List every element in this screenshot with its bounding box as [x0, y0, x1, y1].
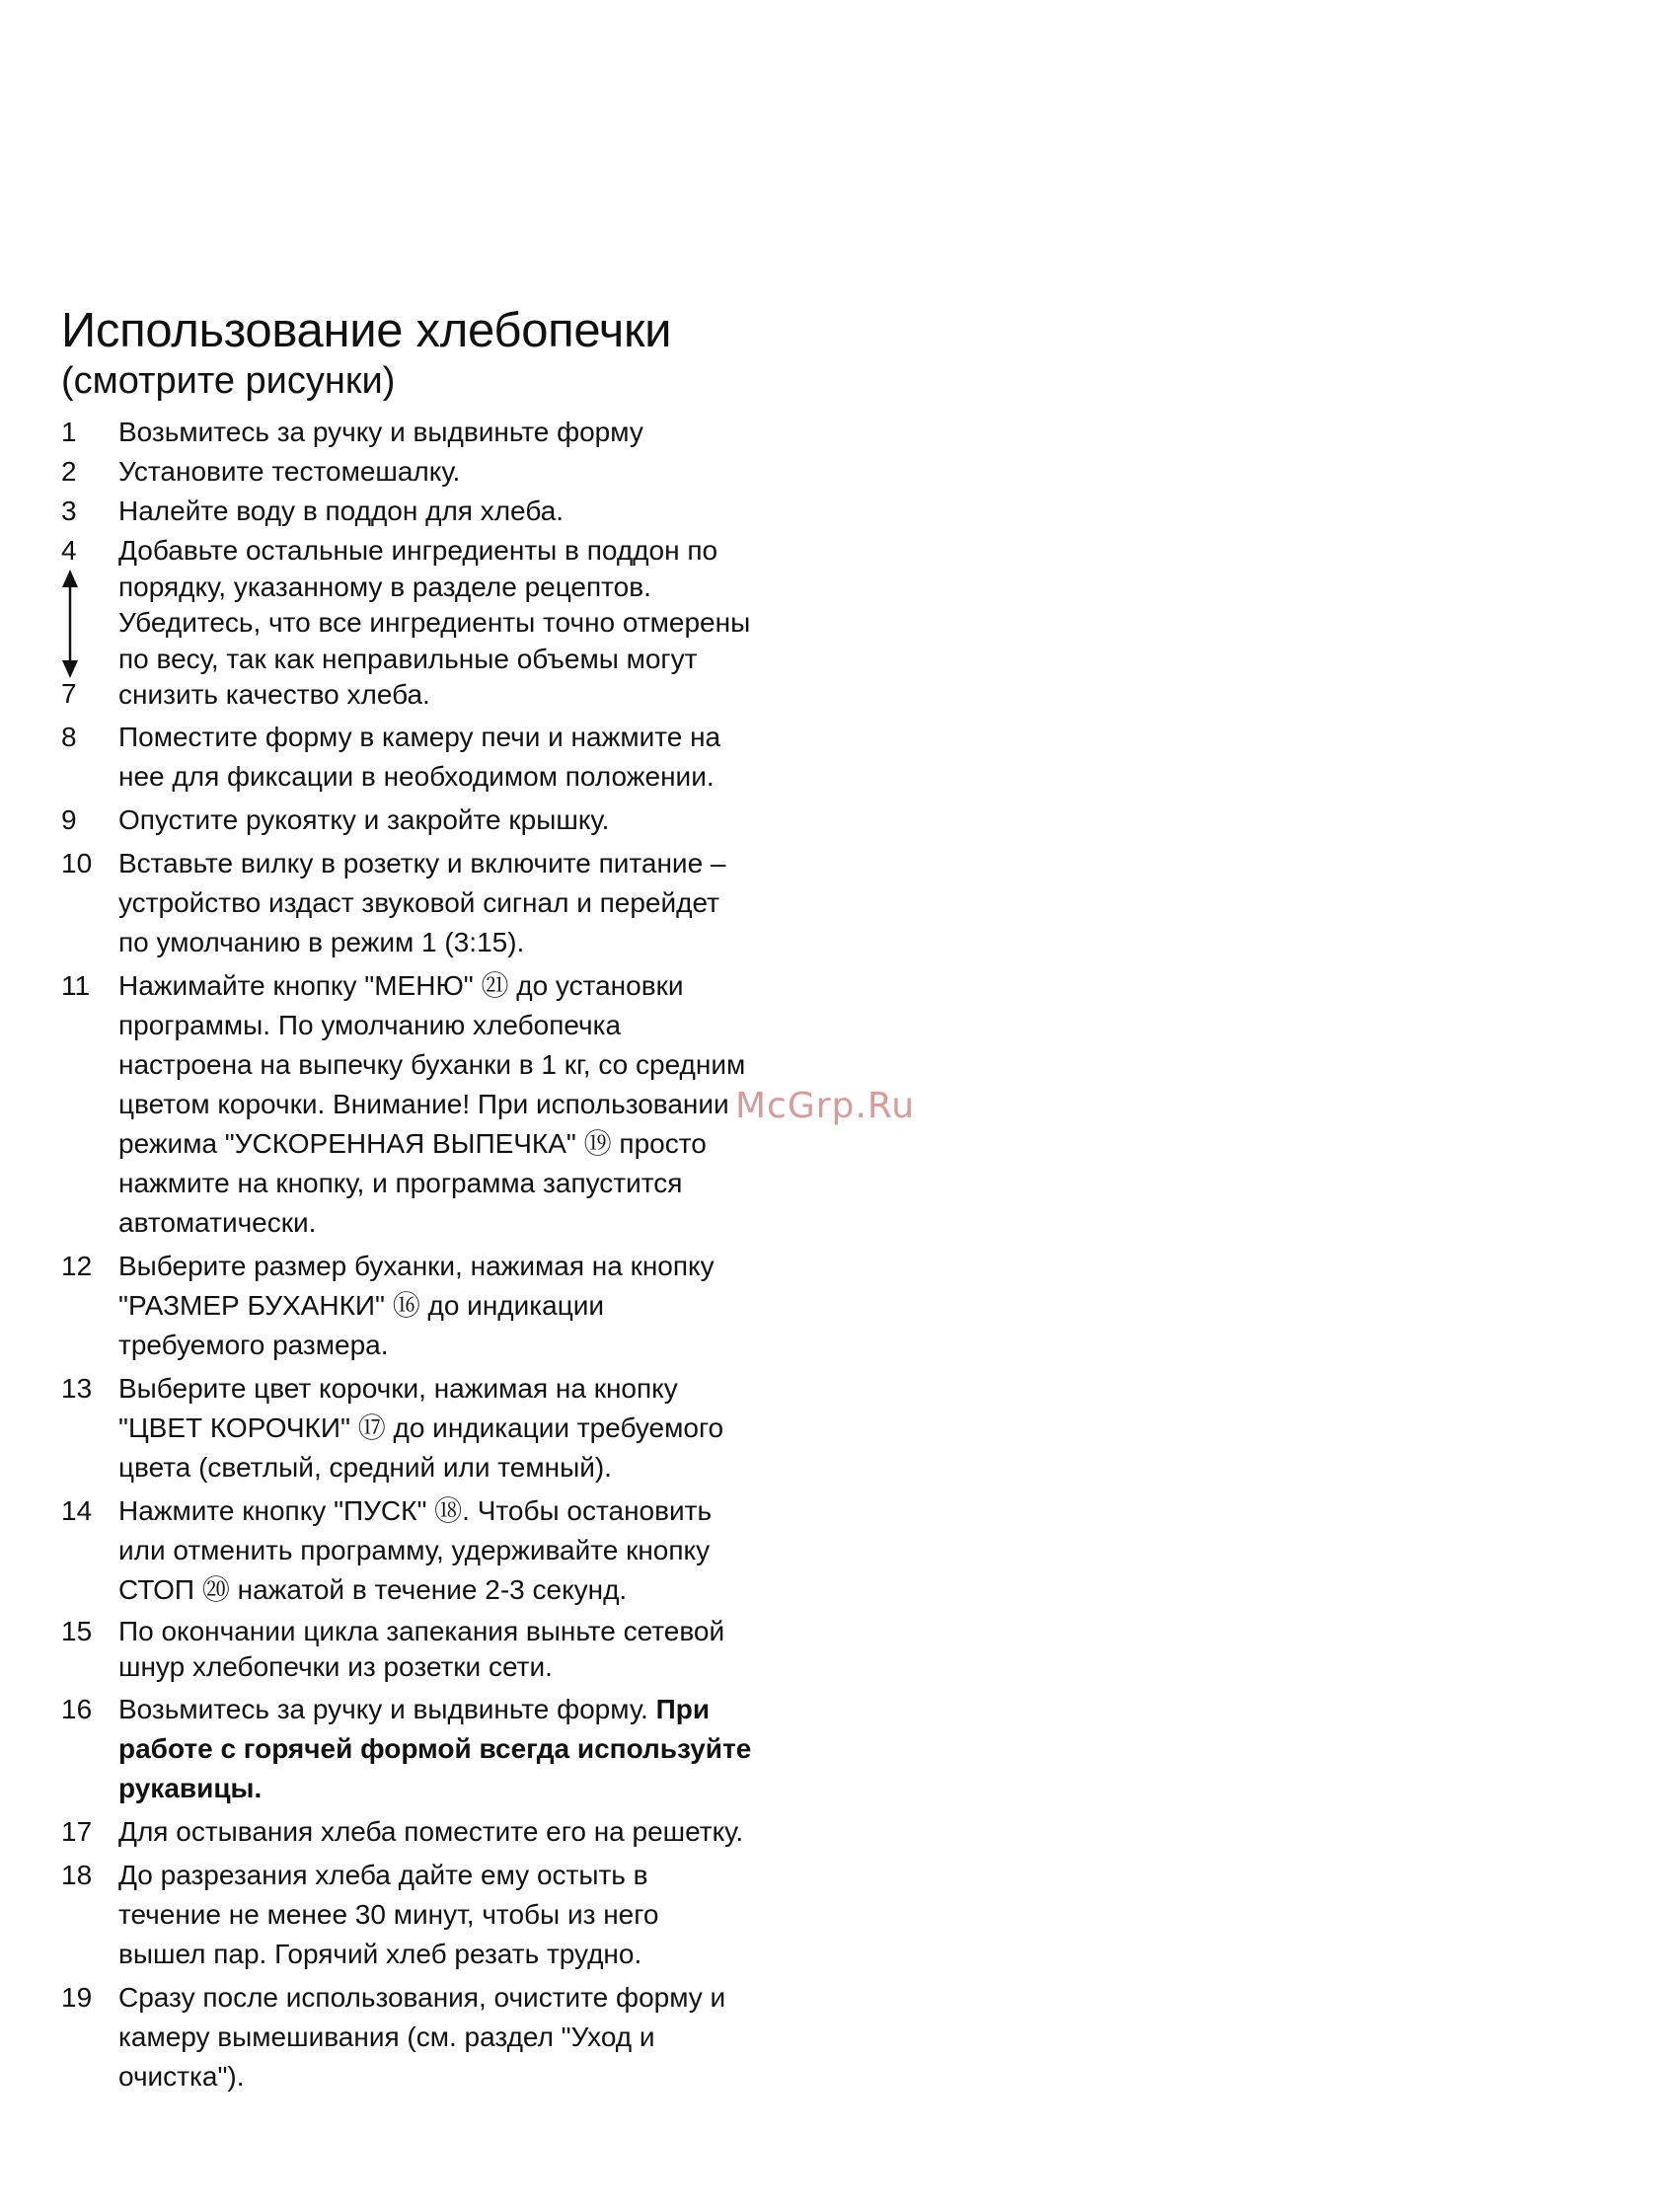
step-line: Опустите рукоятку и закройте крышку.: [118, 803, 610, 835]
step-text: [118, 718, 851, 797]
step-number: 17: [61, 1815, 93, 1847]
step-line: порядку, указанному в разделе рецептов.: [118, 571, 651, 602]
step-number: 9: [61, 803, 77, 835]
step-number: 13: [61, 1372, 93, 1404]
step-line: устройство издаст звуковой сигнал и перейдет: [118, 886, 719, 918]
step-line: Установите тестомешалку.: [118, 456, 461, 487]
step-warning-start: При: [655, 1693, 711, 1724]
step-14: [61, 1491, 851, 1610]
step-15: [61, 1614, 851, 1686]
step-line: течение не менее 30 минут, чтобы из него: [118, 1898, 659, 1930]
step-line: шнур хлебопечки из розетки сети.: [118, 1651, 553, 1682]
step-1: [61, 415, 851, 450]
step-number: 8: [61, 721, 77, 752]
step-text: [118, 844, 851, 962]
range-arrow-icon: [61, 570, 81, 676]
step-line: нажмите на кнопку, и программа запустится: [118, 1167, 683, 1198]
step-line: цветом корочки. Внимание! При использовании: [118, 1088, 729, 1119]
step-text: [118, 1690, 851, 1808]
step-line: Возьмитесь за ручку и выдвиньте форму: [118, 417, 643, 447]
step-10: [61, 844, 851, 962]
watermark: McGrp.Ru: [735, 1086, 916, 1126]
step-line: настроена на выпечку буханки в 1 кг, со средним: [118, 1048, 746, 1080]
step-line: очистка").: [118, 2060, 245, 2092]
step-text: [118, 415, 851, 450]
step-line: Вставьте вилку в розетку и включите питание –: [118, 847, 726, 878]
step-line: Налейте воду в поддон для хлеба.: [118, 496, 565, 526]
step-line: нее для фиксации в необходимом положении.: [118, 760, 715, 792]
step-number: 1: [61, 417, 77, 447]
step-12: [61, 1247, 851, 1365]
step-line: Сразу после использования, очистите форму и: [118, 1981, 726, 2013]
step-13: [61, 1369, 851, 1487]
step-number: 14: [61, 1494, 93, 1526]
step-18: [61, 1856, 851, 1974]
step-number-range: [61, 533, 118, 714]
step-text: [118, 1614, 851, 1686]
step-line: [118, 1690, 851, 1729]
steps-list: [61, 415, 851, 2100]
step-line: Нажимайте кнопку "МЕНЮ" ㉑ до установки: [118, 969, 684, 1001]
step-warning-line: рукавицы.: [118, 1772, 263, 1803]
step-number-end: 7: [61, 677, 77, 709]
step-number: 16: [61, 1693, 93, 1724]
step-number: 11: [61, 969, 91, 1001]
step-line: Поместите форму в камеру печи и нажмите на: [118, 721, 721, 752]
step-19: [61, 1978, 851, 2097]
step-line: Для остывания хлеба поместите его на решетку.: [118, 1815, 744, 1847]
step-11: [61, 966, 851, 1243]
step-4-7: [61, 533, 851, 714]
step-line: "ЦВЕТ КОРОЧКИ" ⑰ до индикации требуемого: [118, 1411, 724, 1443]
step-line-regular: Возьмитесь за ручку и выдвиньте форму.: [118, 1693, 648, 1724]
step-8: [61, 718, 851, 797]
step-3: [61, 494, 851, 529]
step-number: 12: [61, 1250, 93, 1281]
step-line: программы. По умолчанию хлебопечка: [118, 1009, 622, 1040]
step-text: [118, 533, 851, 714]
step-number: 3: [61, 496, 77, 526]
step-text: [118, 1491, 851, 1610]
step-text: [118, 1978, 851, 2097]
page-title: Использование хлебопечки: [61, 304, 672, 357]
step-line: Убедитесь, что все ингредиенты точно отмерены: [118, 607, 751, 638]
step-line: по умолчанию в режим 1 (3:15).: [118, 926, 525, 957]
step-line: требуемого размера.: [118, 1329, 389, 1360]
step-line: Добавьте остальные ингредиенты в поддон по: [118, 535, 718, 566]
step-line: снизить качество хлеба.: [118, 679, 430, 710]
step-number: 2: [61, 456, 77, 487]
step-line: СТОП ⑳ нажатой в течение 2-3 секунд.: [118, 1573, 628, 1605]
step-line: камеру вымешивания (см. раздел "Уход и: [118, 2021, 655, 2052]
step-text: [118, 1369, 851, 1487]
step-number: 18: [61, 1859, 93, 1890]
step-line: автоматически.: [118, 1206, 317, 1238]
step-line: цвета (светлый, средний или темный).: [118, 1451, 612, 1483]
step-text: [118, 454, 851, 490]
step-9: [61, 801, 851, 840]
step-16: [61, 1690, 851, 1808]
step-line: режима "УСКОРЕННАЯ ВЫПЕЧКА" ⑲ просто: [118, 1127, 707, 1159]
step-number-start: 4: [61, 535, 77, 566]
step-2: [61, 454, 851, 490]
step-line: До разрезания хлеба дайте ему остыть в: [118, 1859, 648, 1890]
step-line: "РАЗМЕР БУХАНКИ" ⑯ до индикации: [118, 1289, 605, 1321]
step-text: [118, 1247, 851, 1365]
step-line: По окончании цикла запекания выньте сетевой: [118, 1615, 725, 1646]
step-text: [118, 494, 851, 529]
step-line: по весу, так как неправильные объемы могут: [118, 643, 698, 674]
page-subtitle: (смотрите рисунки): [61, 360, 396, 402]
step-line: Выберите цвет корочки, нажимая на кнопку: [118, 1372, 678, 1404]
step-17: [61, 1812, 851, 1852]
step-number: 10: [61, 847, 93, 878]
step-text: [118, 1856, 851, 1974]
step-text: [118, 1812, 851, 1852]
step-warning-line: работе с горячей формой всегда используйте: [118, 1732, 752, 1764]
step-number: 15: [61, 1615, 93, 1646]
step-line: или отменить программу, удерживайте кнопку: [118, 1534, 711, 1565]
step-text: [118, 801, 851, 840]
step-number: 19: [61, 1981, 93, 2013]
step-line: Нажмите кнопку "ПУСК" ⑱. Чтобы остановить: [118, 1494, 713, 1526]
step-line: Выберите размер буханки, нажимая на кнопку: [118, 1250, 715, 1281]
step-line: вышел пар. Горячий хлеб резать трудно.: [118, 1938, 642, 1969]
